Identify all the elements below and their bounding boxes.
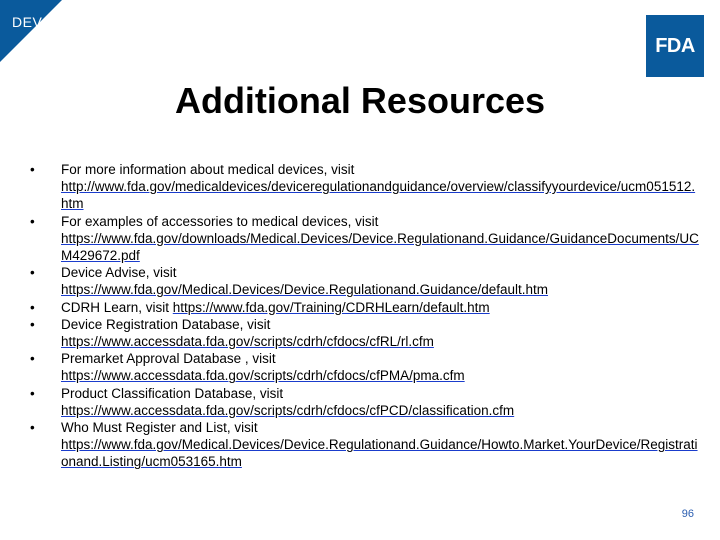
resource-link[interactable]: https://www.accessdata.fda.gov/scripts/cdrh/cfdocs/cfRL/rl.cfm xyxy=(61,334,434,350)
bullet-icon: • xyxy=(30,265,35,281)
resource-link[interactable]: https://www.accessdata.fda.gov/scripts/cdrh/cfdocs/cfPCD/classification.cfm xyxy=(61,402,515,418)
bullet-icon: • xyxy=(30,420,35,436)
resource-item xyxy=(30,299,700,316)
bullet-icon: • xyxy=(30,385,35,401)
page-title: Additional Resources xyxy=(174,80,546,121)
resource-list xyxy=(30,161,700,471)
resource-item xyxy=(30,316,700,350)
resource-item xyxy=(30,419,700,471)
resource-item-text: For more information about medical devices, visit xyxy=(61,162,355,177)
bullet-icon: • xyxy=(30,162,35,177)
resource-item xyxy=(30,213,700,265)
fda-logo-text: FDA xyxy=(655,34,695,57)
resource-item-text: For examples of accessories to medical devices, visit xyxy=(61,213,379,229)
resource-item-text: Product Classification Database, visit xyxy=(61,385,284,401)
corner-banner-shape xyxy=(0,0,70,70)
resource-item-text: Device Registration Database, visit xyxy=(61,316,271,332)
resource-link[interactable]: https://www.fda.gov/Medical.Devices/Device.Regulationand.Guidance/Howto.Market.YourDevice/Registrationand.Listing/ucm053165.htm xyxy=(61,437,698,470)
resource-link[interactable]: https://www.accessdata.fda.gov/scripts/cdrh/cfdocs/cfPMA/pma.cfm xyxy=(61,368,465,384)
bullet-icon: • xyxy=(30,299,35,315)
resource-item xyxy=(30,161,700,213)
bullet-icon: • xyxy=(30,316,35,332)
resource-item-text: CDRH Learn, visit xyxy=(61,299,173,315)
corner-banner xyxy=(0,0,70,70)
resource-item-text: Who Must Register and List, visit xyxy=(61,420,258,436)
bullet-icon: • xyxy=(30,213,35,229)
resource-item xyxy=(30,264,700,298)
fda-logo xyxy=(646,15,704,77)
bullet-icon: • xyxy=(30,351,35,367)
resource-item-text: Premarket Approval Database , visit xyxy=(61,351,276,367)
corner-label: DEV xyxy=(12,14,43,30)
resource-link[interactable]: https://www.fda.gov/Medical.Devices/Device.Regulationand.Guidance/default.htm xyxy=(61,282,549,298)
page-number: 96 xyxy=(681,508,694,520)
resource-item xyxy=(30,385,700,419)
resource-item xyxy=(30,350,700,384)
resource-link[interactable]: https://www.fda.gov/Training/CDRHLearn/default.htm xyxy=(172,299,490,315)
resource-link[interactable]: http://www.fda.gov/medicaldevices/deviceregulationandguidance/overview/classifyyourdevice/ucm051512.htm xyxy=(61,179,696,212)
resource-link[interactable]: https://www.fda.gov/downloads/Medical.Devices/Device.Regulationand.Guidance/GuidanceDocuments/UCM429672.pdf xyxy=(61,230,699,264)
resource-item-text: Device Advise, visit xyxy=(61,265,177,281)
